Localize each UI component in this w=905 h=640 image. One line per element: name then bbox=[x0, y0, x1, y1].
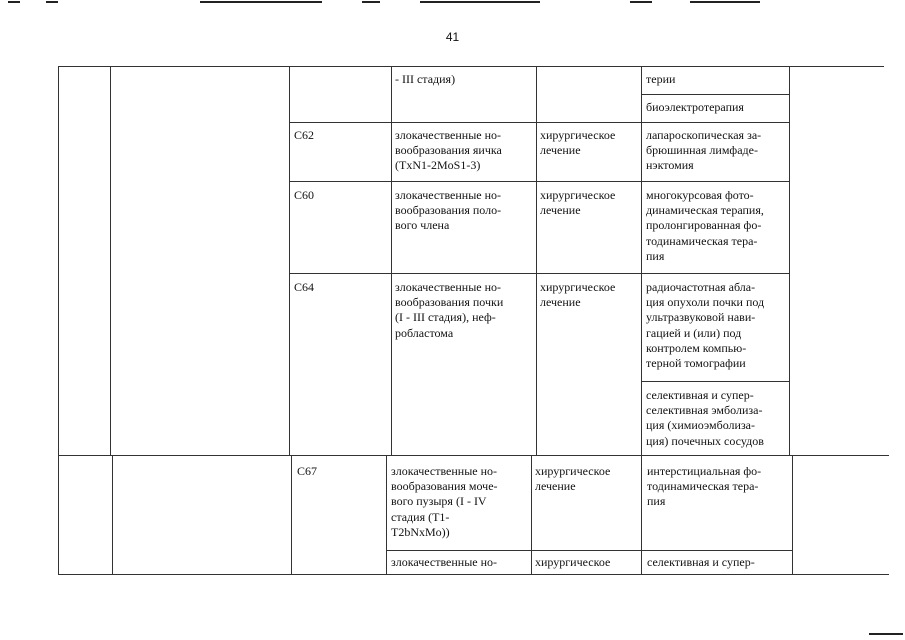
diagnosis-cell: злокачественные но- вообразования яичка (TxN1-2MoS1-3) bbox=[395, 128, 502, 173]
method-cell: лапароскопическая за- брюшинная лимфаде- нэктомия bbox=[646, 128, 762, 173]
method-cell: терии bbox=[646, 72, 676, 86]
method-cell: радиочастотная абла- ция опухоли почки под ультразвуковой нави- гацией и (или) под контролем компью- терной томографии bbox=[646, 280, 765, 371]
code-cell: C67 bbox=[297, 464, 318, 478]
scan-artifact bbox=[200, 1, 322, 3]
scan-artifact bbox=[690, 1, 760, 3]
scan-artifact bbox=[630, 1, 652, 3]
treatment-type-cell: хирургическое лечение bbox=[540, 280, 616, 310]
scan-artifact bbox=[362, 1, 380, 3]
treatment-type-cell: хирургическое лечение bbox=[540, 128, 616, 158]
method-cell: селективная и супер- селективная эмболиза- ция (химиоэмболиза- ция) почечных сосудов bbox=[646, 388, 764, 448]
scan-artifact bbox=[46, 1, 58, 3]
code-cell: C64 bbox=[294, 280, 315, 294]
treatment-type-cell: хирургическое bbox=[535, 555, 611, 569]
method-cell: интерстициальная фо- тодинамическая тера- пия bbox=[647, 464, 762, 509]
scan-artifact bbox=[869, 633, 903, 635]
diagnosis-cell: злокачественные но- вообразования почки (I - III стадия), неф- робластома bbox=[395, 280, 504, 340]
diagnosis-cell: злокачественные но- вообразования поло- вого члена bbox=[395, 188, 502, 233]
method-cell: биоэлектротерапия bbox=[646, 100, 744, 114]
method-cell: селективная и супер- bbox=[647, 555, 755, 569]
code-cell: C62 bbox=[294, 128, 315, 142]
diagnosis-cell: злокачественные но- вообразования моче- вого пузыря (I - IV стадия (T1- T2bNxMo)) bbox=[391, 464, 498, 539]
scan-artifact bbox=[8, 1, 20, 3]
page-number: 41 bbox=[445, 30, 460, 44]
scan-artifact bbox=[420, 1, 540, 3]
treatment-type-cell: хирургическое лечение bbox=[540, 188, 616, 218]
code-cell: C60 bbox=[294, 188, 315, 202]
treatment-type-cell: хирургическое лечение bbox=[535, 464, 611, 494]
method-cell: многокурсовая фото- динамическая терапия, пролонгированная фо- тодинамическая тера- пия bbox=[646, 188, 764, 263]
diagnosis-cell: злокачественные но- bbox=[391, 555, 498, 569]
diagnosis-cell: - III стадия) bbox=[395, 72, 456, 86]
